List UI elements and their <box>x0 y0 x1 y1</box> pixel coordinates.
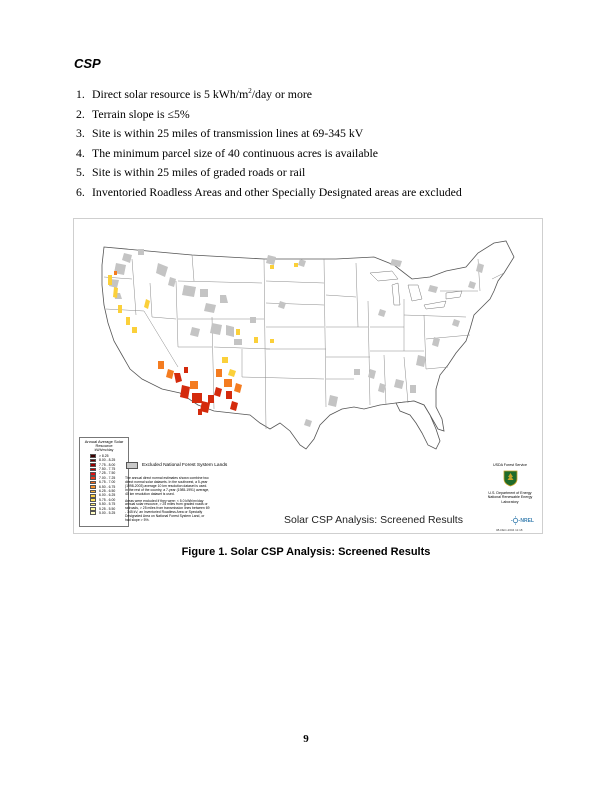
page-number: 9 <box>303 733 309 745</box>
legend-swatch <box>90 459 96 463</box>
criteria-item: 6. Inventoried Roadless Areas and other Specially Designated areas are excluded <box>76 184 462 199</box>
legend-title: Annual Average Solar Resource <box>84 439 124 449</box>
legend-swatch <box>90 468 96 472</box>
nrel-text: NREL <box>520 517 534 524</box>
legend-label: 7.25 - 7.50 <box>99 471 116 476</box>
map-title: Solar CSP Analysis: Screened Results <box>284 514 463 526</box>
legend-label: 7.75 - 8.00 <box>99 462 116 467</box>
legend-label: 6.00 - 6.25 <box>99 493 116 498</box>
map-notes <box>125 477 210 526</box>
legend-label: 5.50 - 5.75 <box>99 502 116 507</box>
legend-label: 6.50 - 6.75 <box>99 484 116 489</box>
usda-label: USDA Forest Service <box>493 463 527 467</box>
nrel-sun-icon <box>511 516 520 525</box>
legend-label: 5.75 - 6.00 <box>99 497 116 502</box>
map-legend <box>79 437 129 527</box>
criteria-item: 5. Site is within 25 miles of graded roads or rail <box>76 165 306 180</box>
legend-swatch <box>90 472 96 476</box>
legend-rows <box>80 454 128 515</box>
forest-service-shield-icon <box>503 470 518 487</box>
legend-swatch <box>90 485 96 489</box>
nrel-logo <box>498 515 534 526</box>
excluded-legend <box>126 462 241 469</box>
criteria-item: 4. The minimum parcel size of 40 continuous acres is available <box>76 145 378 160</box>
excluded-swatch <box>126 462 138 469</box>
section-heading: CSP <box>74 56 101 71</box>
map-note: Areas were excluded if they were: < 5.0 kWh/m²/day annual solar resource, > 25 miles from graded roads or railroads, > 25 miles from transmission lines between 69 - 345 kV, an Inventoried Roadless Area or Specially Designated Area on National Forest System Land, or had slope > 5%. <box>125 498 210 523</box>
legend-label: 6.25 - 6.50 <box>99 489 116 494</box>
legend-label: 5.00 - 5.25 <box>99 510 116 515</box>
criteria-item: 2. Terrain slope is ≤5% <box>76 106 190 121</box>
legend-label: 6.75 - 7.00 <box>99 480 116 485</box>
legend-swatch <box>90 503 96 507</box>
legend-swatch <box>90 454 96 458</box>
figure-caption: Figure 1. Solar CSP Analysis: Screened Results <box>181 546 431 558</box>
legend-label: > 8.25 <box>99 453 109 458</box>
map-figure <box>73 218 543 534</box>
legend-row <box>80 511 128 515</box>
legend-label: 7.50 - 7.75 <box>99 467 116 472</box>
map-id: 08-DEC-2004 11:18 <box>496 528 523 532</box>
legend-label: 7.00 - 7.25 <box>99 475 116 480</box>
legend-swatch <box>90 476 96 480</box>
legend-swatch <box>90 498 96 502</box>
legend-label: 5.25 - 5.50 <box>99 506 116 511</box>
excluded-label: Excluded National Forest System Lands <box>142 463 228 468</box>
legend-swatch <box>90 507 96 511</box>
legend-swatch <box>90 490 96 494</box>
legend-unit: kWh/m²/day <box>94 448 114 453</box>
legend-swatch <box>90 511 96 515</box>
legend-swatch <box>90 494 96 498</box>
legend-label: 8.00 - 8.25 <box>99 458 116 463</box>
criteria-list <box>76 82 462 202</box>
criteria-item: 1. Direct solar resource is 5 kWh/$m^2$/day or more <box>76 86 313 101</box>
agency-block <box>482 463 538 504</box>
legend-swatch <box>90 481 96 485</box>
map-note: The annual direct normal estimates shown combine two direct normal solar datasets. In the southwest, a 5-year (1998-2003) average 10 km resolution dataset is used. In the rest of the country, a 7-year (1985-1991) average, 40 km resolution dataset is used. <box>125 476 210 496</box>
doe-label: U.S. Department of Energy National Renewable Energy Laboratory <box>487 491 533 504</box>
legend-swatch <box>90 463 96 467</box>
criteria-item: 3. Site is within 25 miles of transmission lines at 69-345 kV <box>76 126 364 141</box>
